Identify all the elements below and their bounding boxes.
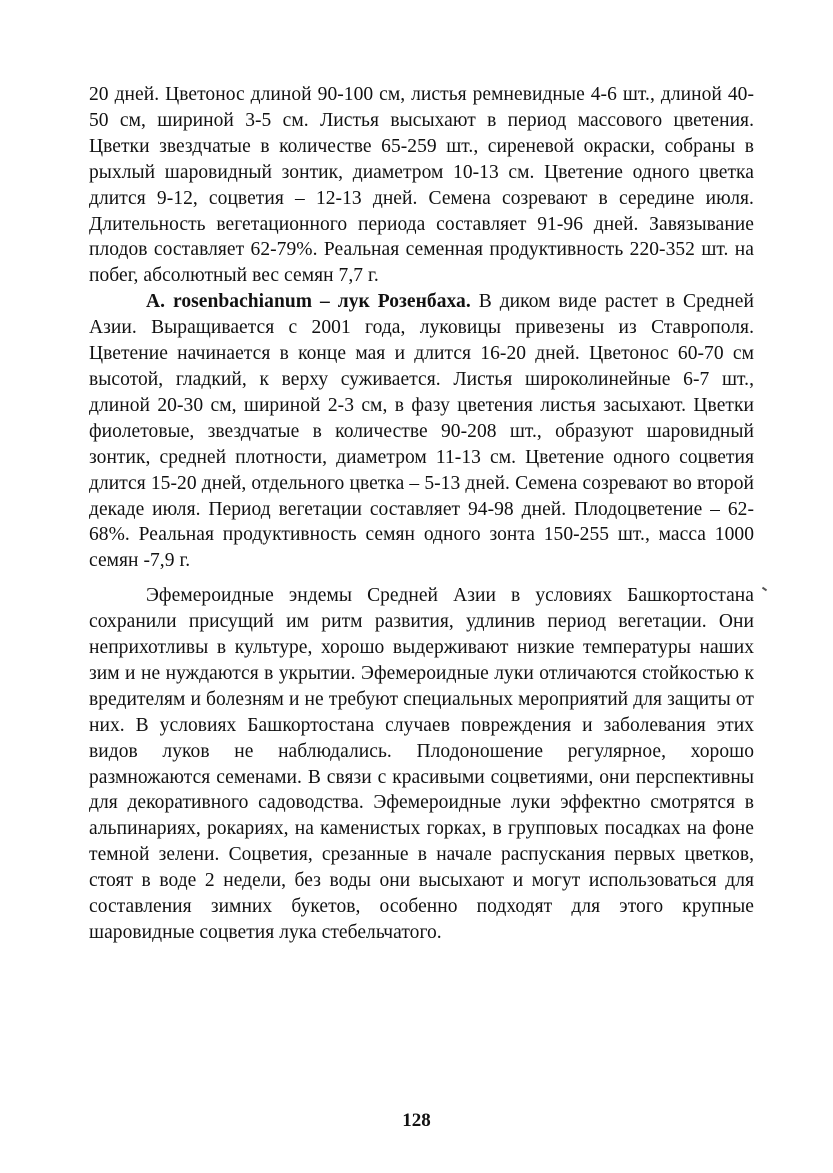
page-number: 128 <box>402 1110 431 1131</box>
species-heading: A. rosenbachianum – лук Розенбаха. <box>146 291 471 313</box>
body-text <box>89 82 754 946</box>
paragraph-rosenbachianum <box>89 289 754 574</box>
scan-speck <box>762 587 767 592</box>
paragraph-continuation: 20 дней. Цветонос длиной 90-100 см, листья ремневидные 4-6 шт., длиной 40-50 см, шириной 3-5 см. Листья высыхают в период массового цветения. Цветки звездчатые в количестве 65-259 шт., сиреневой окраски, собраны в рыхлый шаровидный зонтик, диаметром 10-13 см. Цветение одного цветка длится 9-12, соцветия – 12-13 дней. Семена созревают в середине июля. Длительность вегетационного периода составляет 91-96 дней. Завязывание плодов составляет 62-79%. Реальная семенная продуктивность 220-352 шт. на побег, абсолютный вес семян 7,7 г. <box>89 84 754 287</box>
paragraph-conclusion: Эфемероидные эндемы Средней Азии в условиях Башкортостана сохранили присущий им ритм развития, удлинив период вегетации. Они неприхотливы в культуре, хорошо выдерживают низкие температуры наших зим и не нуждаются в укрытии. Эфемероидные луки отличаются стойкостью к вредителям и болезням и не требуют специальных мероприятий для защиты от них. В условиях Башкортостана случаев повреждения и заболевания этих видов луков не наблюдались. Плодоношение регулярное, хорошо размножаются семенами. В связи с красивыми соцветиями, они перспективны для декоративного садоводства. Эфемероидные луки эффектно смотрятся в альпинариях, рокариях, на каменистых горках, в групповых посадках на фоне темной зелени. Соцветия, срезанные в начале распускания первых цветков, стоят в воде 2 недели, без воды они высыхают и могут использоваться для составления зимних букетов, особенно подходят для этого крупные шаровидные соцветия лука стебельчатого. <box>89 585 754 943</box>
species-description: В диком виде растет в Средней Азии. Выращивается с 2001 года, луковицы привезены из Ставрополя. Цветение начинается в конце мая и длится 16-20 дней. Цветонос 60-70 см высотой, гладкий, к верху суживается. Листья широколинейные 6-7 шт., длиной 20-30 см, шириной 2-3 см, в фазу цветения листья засыхают. Цветки фиолетовые, звездчатые в количестве 90-208 шт., образуют шаровидный зонтик, средней плотности, диаметром 11-13 см. Цветение одного соцветия длится 15-20 дней, отдельного цветка – 5-13 дней. Семена созревают во второй декаде июля. Период вегетации составляет 94-98 дней. Плодоцветение – 62-68%. Реальная продуктивность семян одного зонта 150-255 шт., масса 1000 семян -7,9 г. <box>89 291 754 572</box>
